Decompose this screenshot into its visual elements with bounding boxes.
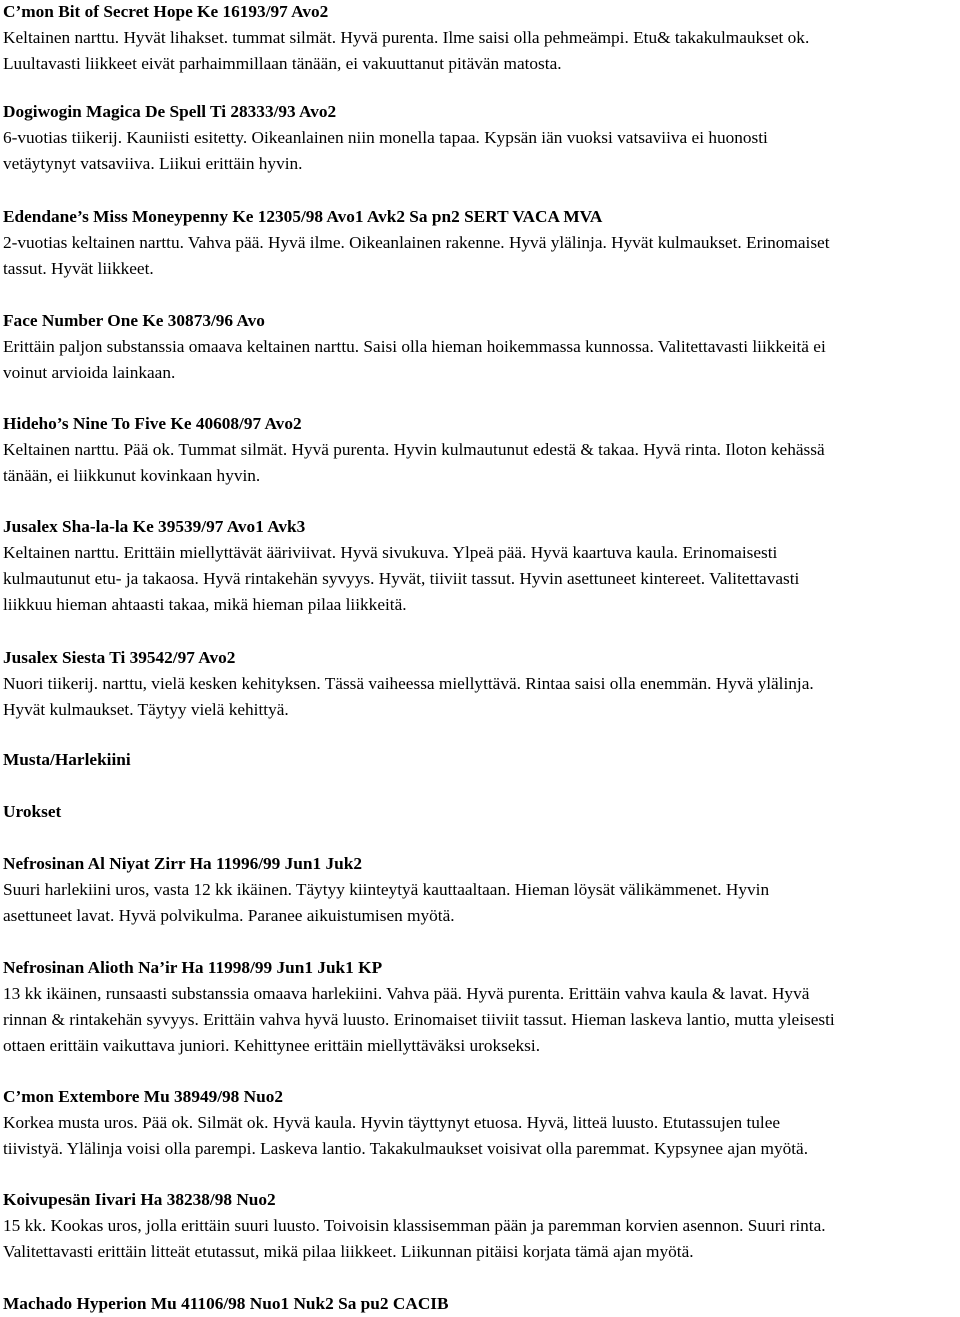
dog-entry-text: tänään, ei liikkunut kovinkaan hyvin. (3, 466, 261, 485)
dog-entry-text: 2-vuotias keltainen narttu. Vahva pää. Hyvä ilme. Oikeanlainen rakenne. Hyvä ylälinja. Hyvät kulmaukset. Erinomaiset (3, 233, 830, 252)
dog-entry (3, 514, 960, 618)
dog-entry (3, 204, 960, 282)
dog-entry-text: Nuori tiikerij. narttu, vielä kesken kehityksen. Tässä vaiheessa miellyttävä. Rintaa saisi olla enemmän. Hyvä ylälinja. (3, 674, 814, 693)
subsection-heading: Urokset (3, 802, 62, 821)
dog-entry-text: 6-vuotias tiikerij. Kauniisti esitetty. Oikeanlainen niin monella tapaa. Kypsän iän vuoksi vatsaviiva ei huonosti (3, 128, 768, 147)
dog-entry-text: rinnan & rintakehän syvyys. Erittäin vahva hyvä luusto. Erinomaiset tiiviit tassut. Hieman laskeva lantio, mutta yleisesti (3, 1010, 835, 1029)
dog-entry-text: Suuri harlekiini uros, vasta 12 kk ikäinen. Täytyy kiinteytyä kauttaaltaan. Hieman löysät välikämmenet. Hyvin (3, 880, 770, 899)
dog-entry (3, 1187, 960, 1265)
dog-entry-text: 15 kk. Kookas uros, jolla erittäin suuri luusto. Toivoisin klassisemman pään ja paremman korvien asennon. Suuri rinta. (3, 1216, 826, 1235)
dog-entry-text: Hyvät kulmaukset. Täytyy vielä kehittyä. (3, 700, 289, 719)
dog-entry-title: Koivupesän Iivari Ha 38238/98 Nuo2 (3, 1190, 276, 1209)
dog-entry-text: liikkuu hieman ahtaasti takaa, mikä hieman pilaa liikkeitä. (3, 595, 407, 614)
dog-entry-text: Keltainen narttu. Pää ok. Tummat silmät. Hyvä purenta. Hyvin kulmautunut edestä & takaa. Hyvä rinta. Iloton kehässä (3, 440, 825, 459)
dog-entry-text: Korkea musta uros. Pää ok. Silmät ok. Hyvä kaula. Hyvin täyttynyt etuosa. Hyvä, litteä luusto. Etutassujen tulee (3, 1113, 781, 1132)
dog-entry-text: asettuneet lavat. Hyvä polvikulma. Paranee aikuistumisen myötä. (3, 906, 455, 925)
dog-entry-title: C’mon Bit of Secret Hope Ke 16193/97 Avo2 (3, 2, 329, 21)
dog-entry-title: Nefrosinan Alioth Na’ir Ha 11998/99 Jun1 Juk1 KP (3, 958, 383, 977)
dog-entry (3, 0, 960, 77)
dog-entry-text: 13 kk ikäinen, runsaasti substanssia omaava harlekiini. Vahva pää. Hyvä purenta. Erittäin vahva kaula & lavat. Hyvä (3, 984, 810, 1003)
dog-entry (3, 1291, 960, 1317)
dog-entry-text: Keltainen narttu. Erittäin miellyttävät ääriviivat. Hyvä sivukuva. Ylpeä pää. Hyvä kaartuva kaula. Erinomaisesti (3, 543, 778, 562)
dog-entry-text: tassut. Hyvät liikkeet. (3, 259, 154, 278)
dog-entry-text: tiivistyä. Ylälinja voisi olla parempi. Laskeva lantio. Takakulmaukset voisivat olla paremmat. Kypsynee ajan myötä. (3, 1139, 809, 1158)
dog-entry-title: Jusalex Siesta Ti 39542/97 Avo2 (3, 648, 236, 667)
dog-entry-text: kulmautunut etu- ja takaosa. Hyvä rintakehän syvyys. Hyvät, tiiviit tassut. Hyvin asettuneet kintereet. Valitettavasti (3, 569, 800, 588)
dog-entry-text: voinut arvioida lainkaan. (3, 363, 176, 382)
dog-entry-title: Machado Hyperion Mu 41106/98 Nuo1 Nuk2 Sa pu2 CACIB (3, 1294, 449, 1313)
dog-entry-text: ottaen erittäin vaikuttava juniori. Kehittynee erittäin miellyttäväksi urokseksi. (3, 1036, 541, 1055)
dog-entry (3, 411, 960, 489)
dog-entry-title: Jusalex Sha-la-la Ke 39539/97 Avo1 Avk3 (3, 517, 306, 536)
dog-entry (3, 851, 960, 929)
dog-entry-title: C’mon Extembore Mu 38949/98 Nuo2 (3, 1087, 284, 1106)
dog-entry-title: Face Number One Ke 30873/96 Avo (3, 311, 265, 330)
dog-entry-title: Nefrosinan Al Niyat Zirr Ha 11996/99 Jun1 Juk2 (3, 854, 362, 873)
dog-entry (3, 955, 960, 1059)
dog-entry (3, 1084, 960, 1162)
dog-entry-text: Luultavasti liikkeet eivät parhaimmillaan tänään, ei vakuuttanut pitävän matosta. (3, 54, 562, 73)
dog-entry-text: vetäytynyt vatsaviiva. Liikui erittäin hyvin. (3, 154, 303, 173)
dog-entry-text: Valitettavasti erittäin litteät etutassut, mikä pilaa liikkeet. Liikunnan pitäisi korjata tämä ajan myötä. (3, 1242, 694, 1261)
dog-entry-title: Hideho’s Nine To Five Ke 40608/97 Avo2 (3, 414, 302, 433)
dog-entry-title: Dogiwogin Magica De Spell Ti 28333/93 Avo2 (3, 102, 337, 121)
dog-entry (3, 645, 960, 723)
dog-entry-text: Keltainen narttu. Hyvät lihakset. tummat silmät. Hyvä purenta. Ilme saisi olla pehmeämpi. Etu& takakulmaukset ok. (3, 28, 810, 47)
section-heading: Musta/Harlekiini (3, 750, 131, 769)
dog-entry (3, 99, 960, 177)
dog-entry (3, 308, 960, 386)
dog-entry-title: Edendane’s Miss Moneypenny Ke 12305/98 Avo1 Avk2 Sa pn2 SERT VACA MVA (3, 207, 603, 226)
dog-entry-text: Erittäin paljon substanssia omaava keltainen narttu. Saisi olla hieman hoikemmassa kunnossa. Valitettavasti liikkeitä ei (3, 337, 826, 356)
